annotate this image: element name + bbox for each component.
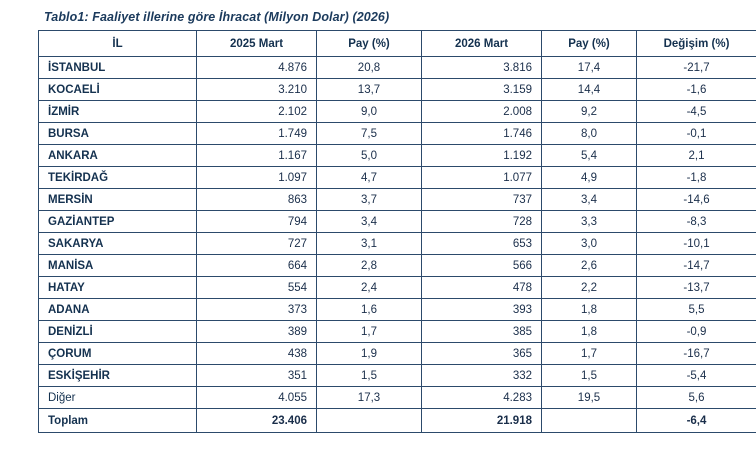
cell-value-2026: 1.077 bbox=[422, 167, 542, 189]
table-row bbox=[39, 79, 756, 101]
cell-share-2026: 19,5 bbox=[542, 387, 637, 409]
cell-share-2025: 7,5 bbox=[317, 123, 422, 145]
cell-value-2025: 727 bbox=[197, 233, 317, 255]
cell-share-2026: 1,8 bbox=[542, 299, 637, 321]
cell-share-2026: 2,6 bbox=[542, 255, 637, 277]
cell-value-2025: 863 bbox=[197, 189, 317, 211]
cell-value-2025: 4.055 bbox=[197, 387, 317, 409]
cell-share-2026: 4,9 bbox=[542, 167, 637, 189]
cell-share-2026: 1,7 bbox=[542, 343, 637, 365]
total-share-2025 bbox=[317, 409, 422, 433]
cell-value-2025: 664 bbox=[197, 255, 317, 277]
table-body bbox=[39, 57, 756, 433]
cell-change: 5,5 bbox=[637, 299, 756, 321]
total-change: -6,4 bbox=[637, 409, 756, 433]
cell-province: Diğer bbox=[39, 387, 197, 409]
cell-share-2025: 2,4 bbox=[317, 277, 422, 299]
cell-value-2025: 794 bbox=[197, 211, 317, 233]
cell-value-2025: 373 bbox=[197, 299, 317, 321]
table-header bbox=[39, 31, 756, 57]
cell-value-2025: 1.097 bbox=[197, 167, 317, 189]
export-by-province-table bbox=[38, 30, 756, 433]
cell-share-2026: 8,0 bbox=[542, 123, 637, 145]
cell-value-2025: 438 bbox=[197, 343, 317, 365]
cell-province: ÇORUM bbox=[39, 343, 197, 365]
cell-value-2025: 2.102 bbox=[197, 101, 317, 123]
table-row bbox=[39, 211, 756, 233]
cell-value-2026: 4.283 bbox=[422, 387, 542, 409]
cell-change: -16,7 bbox=[637, 343, 756, 365]
cell-province: ESKİŞEHİR bbox=[39, 365, 197, 387]
cell-share-2025: 1,5 bbox=[317, 365, 422, 387]
table-row bbox=[39, 233, 756, 255]
cell-share-2026: 17,4 bbox=[542, 57, 637, 79]
cell-value-2025: 351 bbox=[197, 365, 317, 387]
cell-change: -14,7 bbox=[637, 255, 756, 277]
cell-share-2025: 3,1 bbox=[317, 233, 422, 255]
cell-province: KOCAELİ bbox=[39, 79, 197, 101]
cell-change: 2,1 bbox=[637, 145, 756, 167]
table-row bbox=[39, 167, 756, 189]
cell-share-2026: 3,3 bbox=[542, 211, 637, 233]
total-value-2026: 21.918 bbox=[422, 409, 542, 433]
cell-change: -21,7 bbox=[637, 57, 756, 79]
cell-share-2026: 1,8 bbox=[542, 321, 637, 343]
column-header-2026: 2026 Mart bbox=[422, 31, 542, 57]
table-header-row bbox=[39, 31, 756, 57]
cell-value-2026: 3.159 bbox=[422, 79, 542, 101]
cell-value-2026: 385 bbox=[422, 321, 542, 343]
cell-value-2026: 3.816 bbox=[422, 57, 542, 79]
cell-change: -0,1 bbox=[637, 123, 756, 145]
cell-share-2025: 2,8 bbox=[317, 255, 422, 277]
cell-value-2026: 1.746 bbox=[422, 123, 542, 145]
column-header-pay2026: Pay (%) bbox=[542, 31, 637, 57]
cell-share-2025: 1,7 bbox=[317, 321, 422, 343]
cell-province: ANKARA bbox=[39, 145, 197, 167]
cell-value-2026: 728 bbox=[422, 211, 542, 233]
column-header-2025: 2025 Mart bbox=[197, 31, 317, 57]
column-header-change: Değişim (%) bbox=[637, 31, 756, 57]
table-row bbox=[39, 387, 756, 409]
cell-province: GAZİANTEP bbox=[39, 211, 197, 233]
cell-share-2025: 20,8 bbox=[317, 57, 422, 79]
table-row bbox=[39, 57, 756, 79]
cell-share-2026: 2,2 bbox=[542, 277, 637, 299]
cell-share-2026: 3,4 bbox=[542, 189, 637, 211]
cell-province: SAKARYA bbox=[39, 233, 197, 255]
cell-value-2025: 1.749 bbox=[197, 123, 317, 145]
table-row bbox=[39, 277, 756, 299]
cell-province: MERSİN bbox=[39, 189, 197, 211]
total-share-2026 bbox=[542, 409, 637, 433]
cell-province: TEKİRDAĞ bbox=[39, 167, 197, 189]
table-row bbox=[39, 123, 756, 145]
cell-value-2025: 389 bbox=[197, 321, 317, 343]
cell-change: -1,8 bbox=[637, 167, 756, 189]
cell-value-2026: 1.192 bbox=[422, 145, 542, 167]
cell-share-2025: 4,7 bbox=[317, 167, 422, 189]
cell-value-2025: 3.210 bbox=[197, 79, 317, 101]
cell-province: İSTANBUL bbox=[39, 57, 197, 79]
table-total-row bbox=[39, 409, 756, 433]
cell-share-2025: 3,4 bbox=[317, 211, 422, 233]
cell-share-2026: 5,4 bbox=[542, 145, 637, 167]
cell-change: -8,3 bbox=[637, 211, 756, 233]
cell-change: -5,4 bbox=[637, 365, 756, 387]
table-row bbox=[39, 189, 756, 211]
table-row bbox=[39, 299, 756, 321]
column-header-pay2025: Pay (%) bbox=[317, 31, 422, 57]
cell-province: İZMİR bbox=[39, 101, 197, 123]
cell-change: 5,6 bbox=[637, 387, 756, 409]
total-label: Toplam bbox=[39, 409, 197, 433]
cell-change: -14,6 bbox=[637, 189, 756, 211]
table-row bbox=[39, 343, 756, 365]
cell-change: -4,5 bbox=[637, 101, 756, 123]
table-row bbox=[39, 255, 756, 277]
cell-value-2026: 2.008 bbox=[422, 101, 542, 123]
cell-province: ADANA bbox=[39, 299, 197, 321]
cell-share-2025: 13,7 bbox=[317, 79, 422, 101]
cell-share-2025: 1,6 bbox=[317, 299, 422, 321]
column-header-il: İL bbox=[39, 31, 197, 57]
table-title: Tablo1: Faaliyet illerine göre İhracat (Milyon Dolar) (2026) bbox=[44, 10, 390, 24]
cell-change: -10,1 bbox=[637, 233, 756, 255]
cell-value-2026: 653 bbox=[422, 233, 542, 255]
table-row bbox=[39, 365, 756, 387]
cell-value-2025: 554 bbox=[197, 277, 317, 299]
table-row bbox=[39, 145, 756, 167]
cell-change: -0,9 bbox=[637, 321, 756, 343]
cell-change: -1,6 bbox=[637, 79, 756, 101]
cell-value-2025: 1.167 bbox=[197, 145, 317, 167]
cell-share-2026: 1,5 bbox=[542, 365, 637, 387]
cell-province: BURSA bbox=[39, 123, 197, 145]
cell-share-2025: 1,9 bbox=[317, 343, 422, 365]
cell-share-2025: 5,0 bbox=[317, 145, 422, 167]
cell-value-2026: 393 bbox=[422, 299, 542, 321]
cell-province: DENİZLİ bbox=[39, 321, 197, 343]
cell-value-2025: 4.876 bbox=[197, 57, 317, 79]
cell-change: -13,7 bbox=[637, 277, 756, 299]
cell-value-2026: 737 bbox=[422, 189, 542, 211]
cell-value-2026: 566 bbox=[422, 255, 542, 277]
cell-province: HATAY bbox=[39, 277, 197, 299]
cell-share-2026: 3,0 bbox=[542, 233, 637, 255]
cell-share-2026: 9,2 bbox=[542, 101, 637, 123]
cell-share-2025: 3,7 bbox=[317, 189, 422, 211]
cell-value-2026: 332 bbox=[422, 365, 542, 387]
table-row bbox=[39, 321, 756, 343]
cell-value-2026: 365 bbox=[422, 343, 542, 365]
cell-share-2025: 9,0 bbox=[317, 101, 422, 123]
cell-share-2026: 14,4 bbox=[542, 79, 637, 101]
total-value-2025: 23.406 bbox=[197, 409, 317, 433]
table-row bbox=[39, 101, 756, 123]
cell-share-2025: 17,3 bbox=[317, 387, 422, 409]
cell-value-2026: 478 bbox=[422, 277, 542, 299]
cell-province: MANİSA bbox=[39, 255, 197, 277]
